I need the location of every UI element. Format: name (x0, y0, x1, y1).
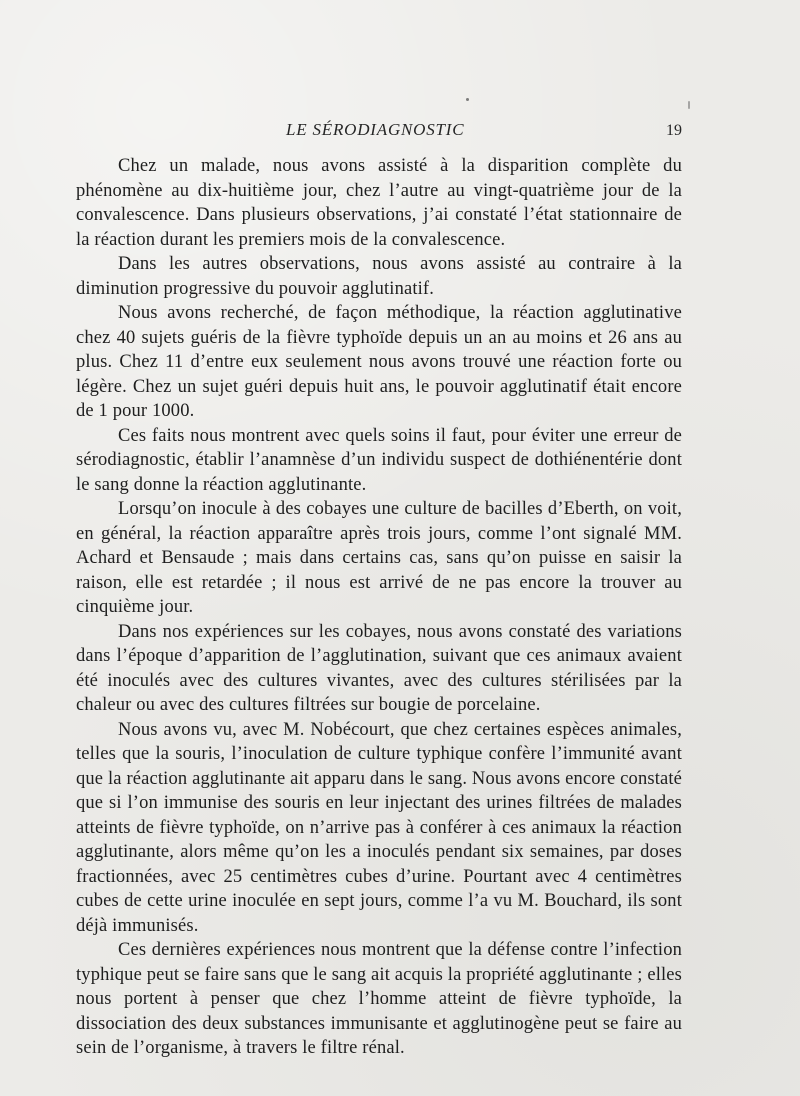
paragraph: Ces dernières expériences nous montrent que la défense contre l’infection typhique peut se faire sans que le sang ait acquis la propriété agglutinante ; elles nous portent à penser que chez l’homme atteint de fièvre typhoïde, la dissociation des deux substances immunisante et agglutinogène peut se faire au sein de l’organisme, à travers le filtre rénal. (76, 940, 682, 1058)
paragraph: Nous avons recherché, de façon méthodique, la réaction agglutinative chez 40 sujets guéris de la fièvre typhoïde depuis un an au moins et 26 ans au plus. Chez 11 d’entre eux seulement nous avons trouvé une réaction forte ou légère. Chez un sujet guéri depuis huit ans, le pouvoir agglutinatif était encore de 1 pour 1000. (76, 303, 682, 421)
running-header (76, 118, 682, 144)
running-title: LE SÉRODIAGNOSTIC (286, 120, 465, 139)
body-text (76, 154, 682, 1061)
page-number: 19 (666, 122, 682, 139)
print-speck (688, 101, 690, 109)
paragraph: Nous avons vu, avec M. Nobécourt, que chez certaines espèces animales, telles que la souris, l’inoculation de culture typhique confère l’immunité avant que la réaction agglutinante ait apparu dans le sang. Nous avons encore constaté que si l’on immunise des souris en leur injectant des urines filtrées de malades atteints de fièvre typhoïde, on n’arrive pas à conférer à ces animaux la réaction agglutinante, alors même qu’on les a inoculés pendant six semaines, par doses fractionnées, avec 25 centimètres cubes d’urine. Pourtant avec 4 centimètres cubes de cette urine inoculée en sept jours, comme l’a vu M. Bouchard, ils sont déjà immunisés. (76, 719, 682, 936)
paragraph: Dans nos expériences sur les cobayes, nous avons constaté des variations dans l’époque d’apparition de l’agglutination, suivant que ces animaux avaient été inoculés avec des cultures vivantes, avec des cultures stérilisées par la chaleur ou avec des cultures filtrées sur bougie de porcelaine. (76, 621, 682, 715)
paragraph: Lorsqu’on inocule à des cobayes une culture de bacilles d’Eberth, on voit, en général, la réaction apparaître après trois jours, comme l’ont signalé MM. Achard et Bensaude ; mais dans certains cas, sans qu’on puisse en saisir la raison, elle est retardée ; il nous est arrivé de ne pas encore la trouver au cinquième jour. (76, 499, 682, 617)
paragraph: Chez un malade, nous avons assisté à la disparition complète du phénomène au dix-huitième jour, chez l’autre au vingt-quatrième jour de la convalescence. Dans plusieurs observations, j’ai constaté l’état stationnaire de la réaction durant les premiers mois de la convalescence. (76, 156, 682, 250)
paragraph: Ces faits nous montrent avec quels soins il faut, pour éviter une erreur de sérodiagnostic, établir l’anamnèse d’un individu suspect de dothiénentérie dont le sang donne la réaction agglutinante. (76, 425, 682, 495)
print-speck (466, 98, 469, 101)
paragraph: Dans les autres observations, nous avons assisté au contraire à la diminution progressive du pouvoir agglutinatif. (76, 254, 682, 299)
